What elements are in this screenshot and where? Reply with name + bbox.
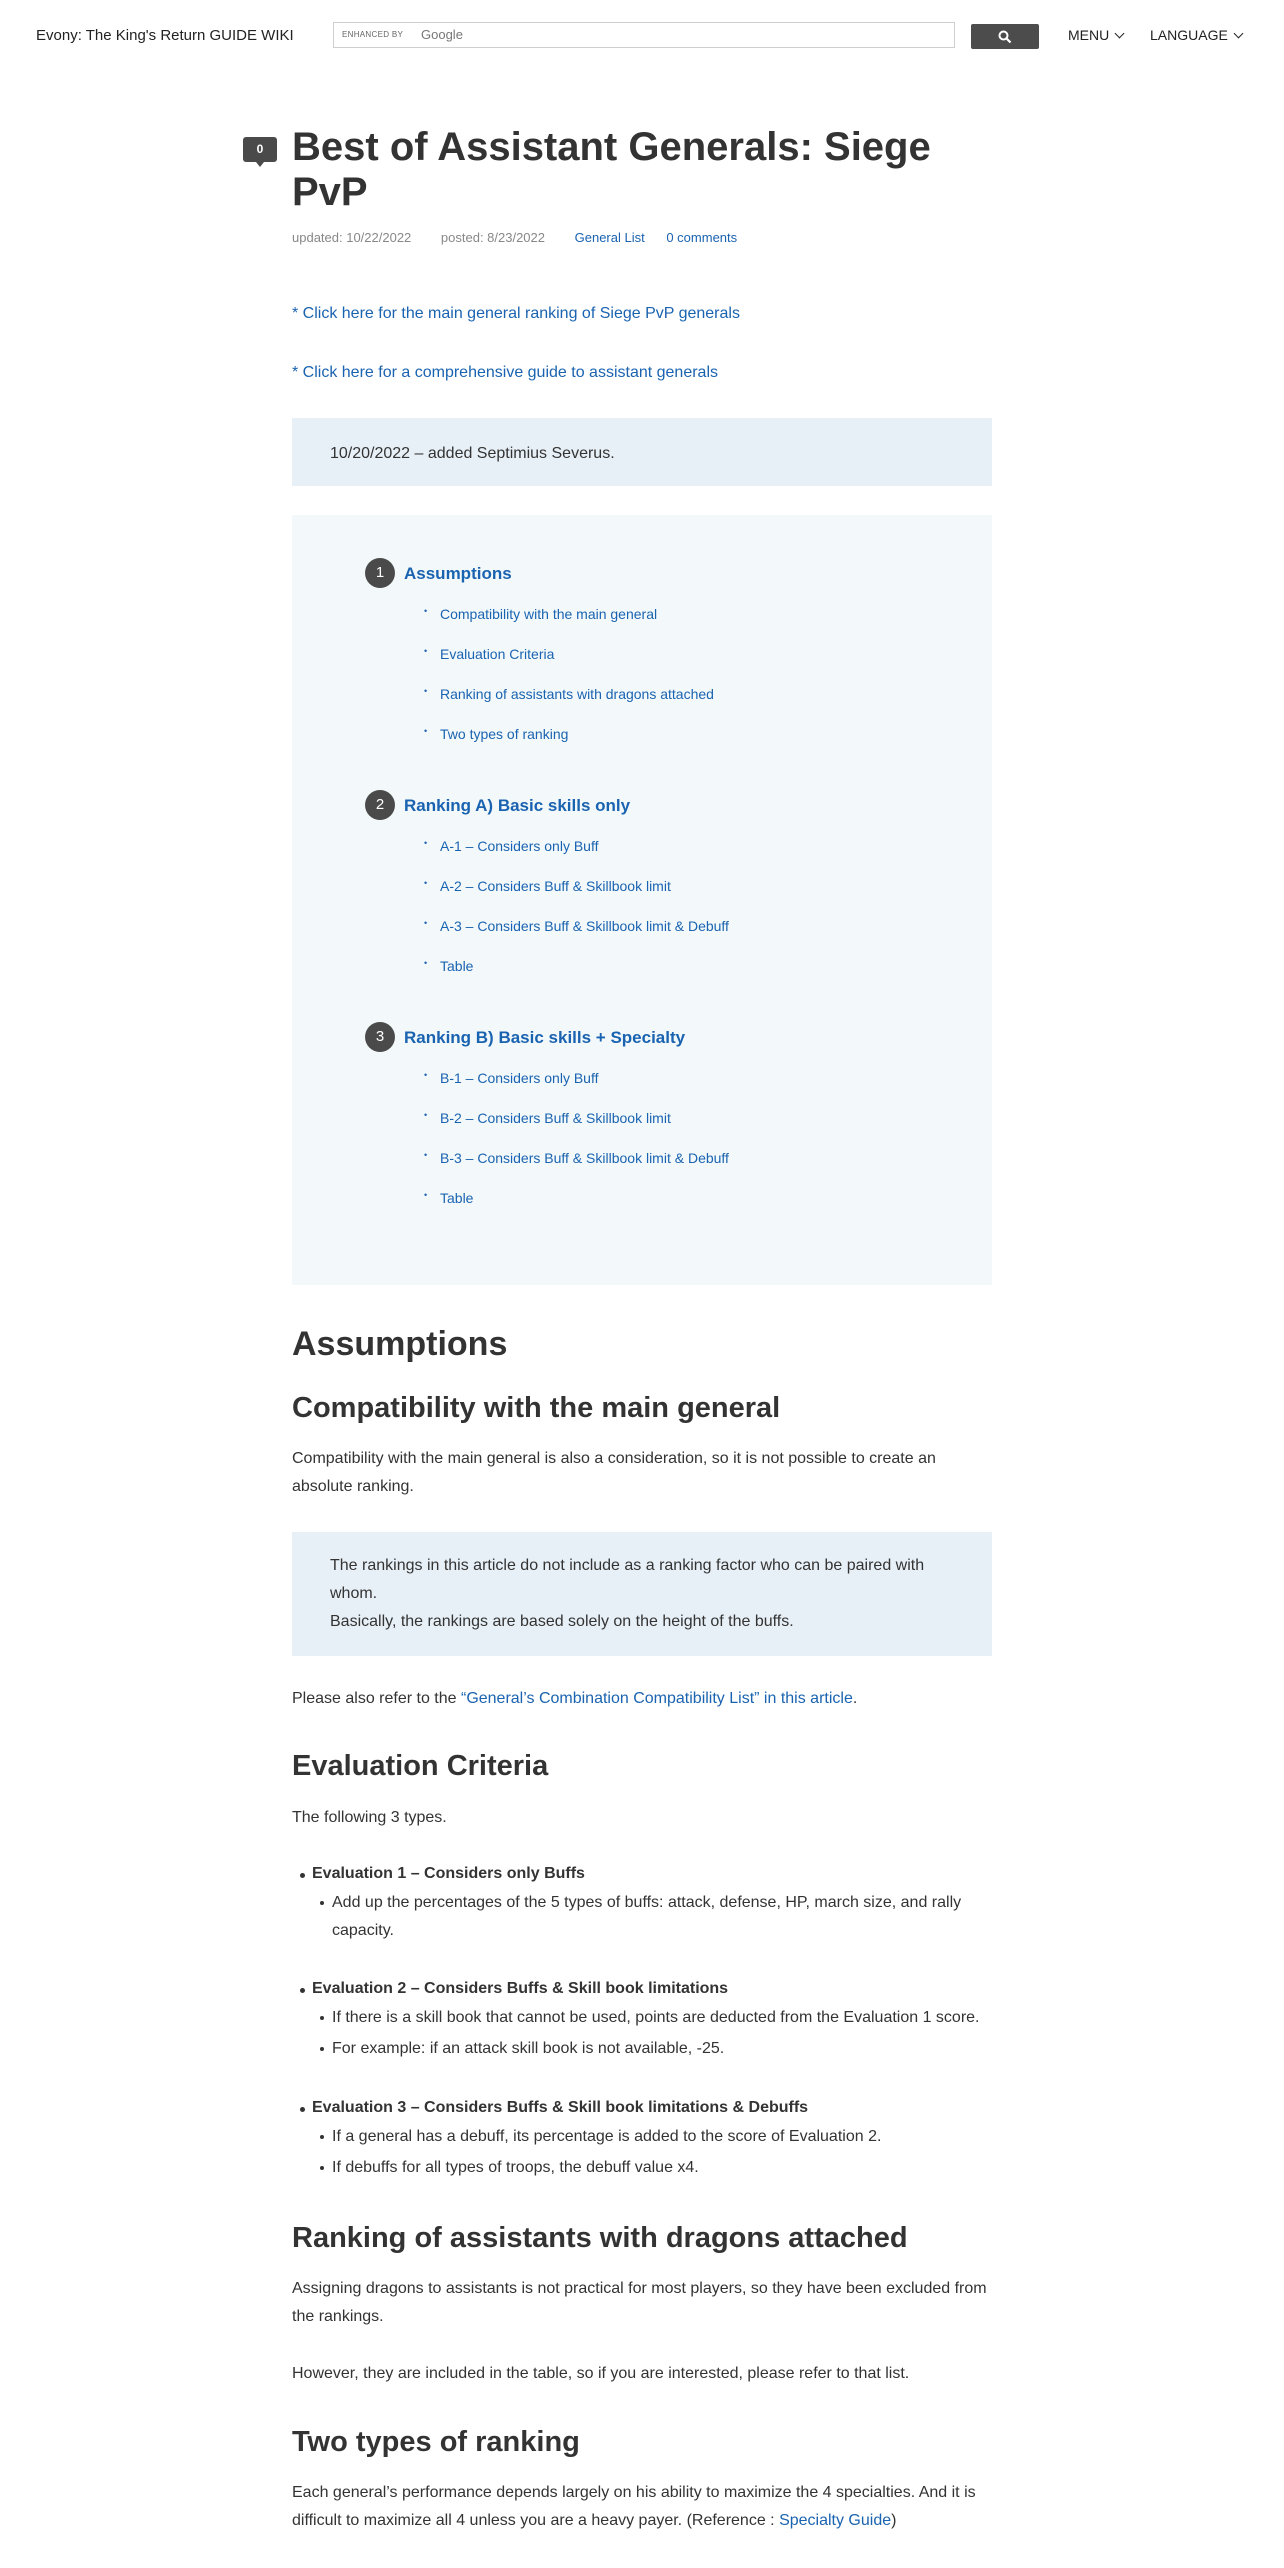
toc-item[interactable]: A-2 – Considers Buff & Skillbook limit [440,878,671,894]
toc-item[interactable]: A-1 – Considers only Buff [440,838,599,854]
two-types-text: Each general’s performance depends largely on his ability to maximize the 4 specialties. And it is difficult to maximize all 4 unless you are a heavy payer. (Reference : [292,2484,976,2529]
search-google-label: Google [421,27,463,42]
toc-item[interactable]: A-3 – Considers Buff & Skillbook limit & Debuff [440,918,729,934]
comments-link[interactable]: 0 comments [666,230,738,245]
assistant-guide-link[interactable]: * Click here for a comprehensive guide to assistant generals [292,364,718,381]
eval-2-title: Evaluation 2 – Considers Buffs & Skill book limitations [312,1980,729,1997]
toc-number: 1 [365,558,395,588]
toc-item[interactable]: Ranking of assistants with dragons attached [440,686,714,702]
toc-bullet: • [424,646,428,656]
toc-item[interactable]: Two types of ranking [440,726,569,742]
ranking-notice-line-2: Basically, the rankings are based solely on the height of the buffs. [330,1613,794,1630]
heading-two-types: Two types of ranking [292,2426,580,2458]
ranking-notice [292,1532,992,1656]
table-of-contents [292,515,992,1285]
toc-item[interactable]: B-3 – Considers Buff & Skillbook limit & Debuff [440,1150,729,1166]
bullet-disc [300,1873,305,1878]
toc-bullet: • [424,1070,428,1080]
search-input[interactable] [333,22,955,48]
toc-bullet: • [424,726,428,736]
eval-1-title: Evaluation 1 – Considers only Buffs [312,1865,585,1882]
toc-bullet: • [424,686,428,696]
eval-3-detail-1: If a general has a debuff, its percentage is added to the score of Evaluation 2. [332,2128,882,2145]
toc-item[interactable]: Compatibility with the main general [440,606,658,622]
update-notice [292,418,992,486]
toc-bullet: • [424,958,428,968]
refer-suffix: . [852,1690,858,1707]
toc-number: 3 [365,1022,395,1052]
post-meta [292,230,755,245]
two-types-suffix: ) [891,2512,897,2529]
toc-item[interactable]: B-2 – Considers Buff & Skillbook limit [440,1110,671,1126]
paragraph-two-types [292,2479,992,2535]
heading-evaluation: Evaluation Criteria [292,1750,549,1782]
refer-prefix: Please also refer to the [292,1690,461,1707]
toc-section-ranking-a[interactable]: Ranking A) Basic skills only [404,796,631,815]
category-link[interactable]: General List [574,230,645,245]
language-dropdown[interactable] [1150,27,1242,43]
toc-item[interactable]: Table [440,1190,474,1206]
paragraph-dragons-1: Assigning dragons to assistants is not practical for most players, so they have been excluded from the rankings. [292,2280,987,2325]
paragraph-compatibility: Compatibility with the main general is also a consideration, so it is not possible to create an absolute ranking. [292,1450,936,1495]
paragraph-refer [292,1685,992,1713]
updated-date: updated: 10/22/2022 [292,230,412,245]
toc-bullet: • [424,1190,428,1200]
toc-bullet: • [424,606,428,616]
toc-bullet: • [424,878,428,888]
main-ranking-link[interactable]: * Click here for the main general ranking of Siege PvP generals [292,305,740,322]
search-icon [998,30,1012,44]
paragraph-dragons-2: However, they are included in the table, so if you are interested, please refer to that list. [292,2365,910,2382]
toc-bullet: • [424,1110,428,1120]
posted-date: posted: 8/23/2022 [440,230,545,245]
menu-dropdown[interactable] [1068,27,1123,43]
bullet-disc [320,2166,324,2170]
bullet-disc [320,2016,324,2020]
page-title: Best of Assistant Generals: Siege PvP [292,125,931,214]
site-header [0,0,1284,72]
ranking-notice-line-1: The rankings in this article do not include as a ranking factor who can be paired with whom. [330,1557,925,1602]
toc-bullet: • [424,918,428,928]
toc-bullet: • [424,838,428,848]
compatibility-list-link[interactable]: “General’s Combination Compatibility List” in this article [460,1690,853,1707]
heading-compatibility: Compatibility with the main general [292,1392,781,1424]
menu-label: MENU [1068,27,1110,43]
eval-3-detail-2: If debuffs for all types of troops, the debuff value x4. [332,2159,699,2176]
search-enhanced-label: ENHANCED BY [342,30,404,39]
bullet-disc [300,1988,305,1993]
toc-bullet: • [424,1150,428,1160]
toc-item[interactable]: Evaluation Criteria [440,646,555,662]
site-title[interactable]: Evony: The King's Return GUIDE WIKI [36,27,294,44]
toc-item[interactable]: Table [440,958,474,974]
chevron-down-icon [1115,29,1125,39]
specialty-guide-link[interactable]: Specialty Guide [779,2512,892,2529]
eval-2-detail-1: If there is a skill book that cannot be used, points are deducted from the Evaluation 1 score. [332,2009,980,2026]
language-label: LANGUAGE [1150,27,1228,43]
toc-item[interactable]: B-1 – Considers only Buff [440,1070,599,1086]
bullet-disc [320,2047,324,2051]
eval-2-detail-2: For example: if an attack skill book is not available, -25. [332,2040,725,2057]
search-button[interactable] [971,24,1039,49]
comment-count-badge[interactable]: 0 [243,137,277,162]
eval-1-detail: Add up the percentages of the 5 types of buffs: attack, defense, HP, march size, and rally capacity. [332,1894,962,1939]
chevron-down-icon [1233,29,1243,39]
toc-section-ranking-b[interactable]: Ranking B) Basic skills + Specialty [404,1028,686,1047]
bullet-disc [300,2107,305,2112]
bullet-disc [320,1901,324,1905]
bullet-disc [320,2135,324,2139]
eval-3-title: Evaluation 3 – Considers Buffs & Skill book limitations & Debuffs [312,2099,809,2116]
paragraph-eval-intro: The following 3 types. [292,1809,447,1826]
update-notice-text: 10/20/2022 – added Septimius Severus. [330,445,615,462]
toc-number: 2 [365,790,395,820]
heading-assumptions: Assumptions [292,1325,508,1363]
heading-dragons: Ranking of assistants with dragons attached [292,2222,908,2254]
toc-section-assumptions[interactable]: Assumptions [404,564,512,583]
